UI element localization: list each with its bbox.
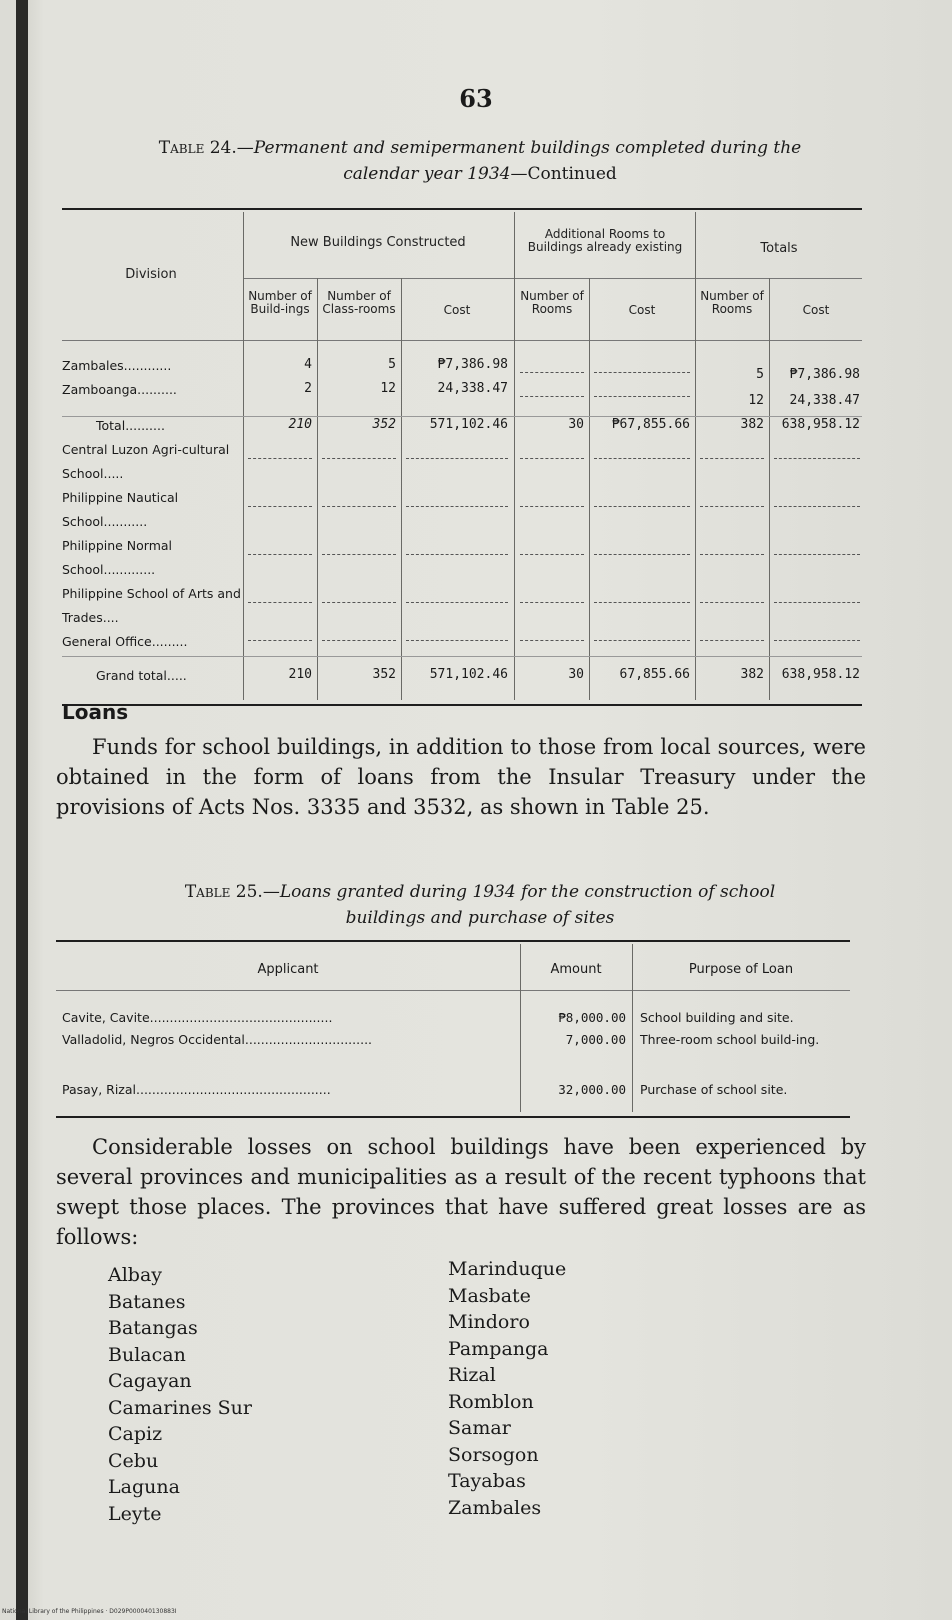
table25-caption-line2	[70, 906, 890, 930]
dash-leader	[248, 602, 312, 603]
header-additional-rooms: Additional Rooms to Buildings already existing	[527, 227, 683, 254]
dash-leader	[594, 506, 690, 507]
row-division: Philippine School of Arts and Trades....	[62, 586, 241, 625]
cell-total-cost: ₱7,386.98	[789, 367, 860, 382]
dash-leader	[248, 640, 312, 641]
dash-leader	[406, 458, 508, 459]
list-item: Masbate	[448, 1284, 531, 1307]
dash-leader	[594, 640, 690, 641]
dash-leader	[520, 506, 584, 507]
cell-cost: 571,102.46	[429, 417, 508, 432]
table24-caption	[70, 136, 890, 160]
header-total-rooms: Number of Rooms	[700, 289, 764, 316]
row-division: Philippine Normal School.............	[62, 538, 173, 577]
table25-title: —Loans granted during 1934 for the construction of school	[262, 882, 776, 902]
cell-applicant: Cavite, Cavite..............................................	[62, 1010, 333, 1025]
dash-leader	[700, 506, 764, 507]
cell-total-cost: 24,338.47	[789, 393, 860, 408]
dash-leader	[774, 640, 860, 641]
table24-caption-line2	[70, 162, 890, 186]
provinces-list-right	[448, 1256, 566, 1521]
row-division: Zamboanga..........	[62, 382, 177, 397]
cell-purpose: Purchase of school site.	[640, 1082, 788, 1097]
list-item: Cebu	[108, 1449, 159, 1472]
dash-leader	[594, 458, 690, 459]
table25-label: Table 25.	[184, 882, 263, 902]
header-amount: Amount	[550, 962, 602, 977]
list-item: Cagayan	[108, 1370, 192, 1392]
row-division: Total..........	[96, 418, 165, 433]
cell-rooms-cost: ₱67,855.66	[611, 417, 690, 432]
dash-leader	[774, 458, 860, 459]
header-rooms-cost: Cost	[628, 303, 656, 317]
dash-leader	[520, 458, 584, 459]
cell-rooms-cost: 67,855.66	[619, 667, 690, 682]
cell-purpose: Three-room school build-ing.	[640, 1032, 820, 1047]
dash-leader	[406, 554, 508, 555]
table25-caption	[70, 880, 890, 904]
dash-leader	[700, 602, 764, 603]
dash-leader	[520, 602, 584, 603]
dash-leader	[594, 602, 690, 603]
dash-leader	[520, 640, 584, 641]
list-item: Camarines Sur	[108, 1396, 252, 1419]
header-purpose: Purpose of Loan	[688, 962, 794, 977]
cell-applicant: Pasay, Rizal.................................................	[62, 1082, 331, 1097]
table24-title2: calendar year 1934	[343, 164, 511, 184]
cell-buildings: 2	[304, 381, 312, 396]
book-spine	[16, 0, 28, 1620]
cell-applicant: Valladolid, Negros Occidental................................	[62, 1032, 373, 1047]
list-item: Samar	[448, 1417, 511, 1439]
dash-leader	[774, 506, 860, 507]
list-item: Batangas	[108, 1317, 198, 1339]
dash-leader	[248, 506, 312, 507]
cell-buildings: 4	[304, 357, 312, 372]
cell-classrooms: 352	[372, 667, 396, 682]
table24-title: —Permanent and semipermanent buildings completed during the	[236, 138, 802, 158]
cell-total-rooms: 5	[756, 367, 764, 382]
losses-paragraph: Considerable losses on school buildings have been experienced by several provinces and municipalities as a result of the recent typhoons that swept those places. The provinces that have suffered great losses are as follows:	[56, 1135, 866, 1249]
row-division: Philippine Nautical School...........	[62, 490, 179, 529]
list-item: Albay	[108, 1264, 163, 1286]
cell-total-rooms: 382	[740, 667, 764, 682]
list-item: Batanes	[108, 1290, 186, 1313]
dash-leader	[406, 602, 508, 603]
dash-leader	[774, 554, 860, 555]
footer-credit: National Library of the Philippines · D029P000040130883I	[2, 1608, 177, 1615]
header-num-buildings: Number of Build-ings	[248, 289, 312, 316]
cell-rooms: 30	[568, 417, 584, 432]
provinces-list-left	[108, 1262, 252, 1527]
header-totals: Totals	[760, 241, 798, 256]
section-heading-loans: Loans	[62, 700, 129, 724]
dash-leader	[248, 458, 312, 459]
cell-total-cost: 638,958.12	[781, 667, 860, 682]
loans-paragraph: Funds for school buildings, in addition to those from local sources, were obtained in the form of loans from the Insular Treasury under the provisions of Acts Nos. 3335 and 3532, as shown in Table 25.	[56, 735, 866, 819]
dash-leader	[322, 640, 396, 641]
cell-buildings: 210	[288, 667, 312, 682]
cell-cost: 571,102.46	[429, 667, 508, 682]
list-item: Zambales	[448, 1496, 542, 1519]
cell-rooms: 30	[568, 667, 584, 682]
cell-amount: 32,000.00	[558, 1082, 626, 1097]
dash-leader	[700, 458, 764, 459]
cell-total-cost: 638,958.12	[781, 417, 860, 432]
cell-cost: ₱7,386.98	[437, 357, 508, 372]
dash-leader	[520, 554, 584, 555]
list-item: Romblon	[448, 1390, 534, 1413]
cell-buildings: 210	[288, 417, 312, 432]
header-num-classrooms: Number of Class-rooms	[322, 289, 396, 316]
dash-leader	[774, 602, 860, 603]
cell-classrooms: 5	[388, 357, 396, 372]
list-item: Laguna	[108, 1476, 180, 1498]
header-num-rooms: Number of Rooms	[520, 289, 584, 316]
cell-total-rooms: 382	[740, 417, 764, 432]
dash-leader	[700, 640, 764, 641]
list-item: Sorsogon	[448, 1443, 539, 1466]
dash-leader	[322, 506, 396, 507]
page-number: 63	[459, 84, 493, 113]
cell-amount: ₱8,000.00	[558, 1010, 626, 1025]
cell-cost: 24,338.47	[437, 381, 508, 396]
header-new-buildings: New Buildings Constructed	[290, 235, 466, 250]
dash-leader	[700, 554, 764, 555]
dash-leader	[594, 554, 690, 555]
list-item: Capiz	[108, 1423, 163, 1445]
table25-title2: buildings and purchase of sites	[345, 908, 615, 928]
cell-classrooms: 12	[380, 381, 396, 396]
table24-label: Table 24.	[158, 138, 237, 158]
dash-leader	[248, 554, 312, 555]
cell-classrooms: 352	[372, 417, 396, 432]
table24-continued: —Continued	[510, 164, 617, 184]
list-item: Leyte	[108, 1502, 162, 1525]
cell-purpose: School building and site.	[640, 1010, 794, 1025]
header-applicant: Applicant	[257, 962, 319, 977]
header-division: Division	[125, 267, 177, 282]
list-item: Rizal	[448, 1364, 496, 1386]
dash-leader	[322, 458, 396, 459]
row-division: Central Luzon Agri-cultural School.....	[62, 442, 230, 481]
cell-amount: 7,000.00	[565, 1032, 626, 1047]
list-item: Marinduque	[448, 1258, 567, 1280]
dash-leader	[406, 640, 508, 641]
row-division: Grand total.....	[96, 668, 187, 683]
cell-total-rooms: 12	[748, 393, 764, 408]
dash-leader	[406, 506, 508, 507]
list-item: Mindoro	[448, 1311, 530, 1333]
list-item: Tayabas	[448, 1470, 526, 1492]
header-total-cost: Cost	[802, 303, 830, 317]
dash-leader	[322, 554, 396, 555]
list-item: Pampanga	[448, 1337, 549, 1360]
header-cost: Cost	[443, 303, 471, 317]
row-division: General Office.........	[62, 634, 188, 649]
row-division: Zambales............	[62, 358, 172, 373]
dash-leader	[322, 602, 396, 603]
list-item: Bulacan	[108, 1343, 186, 1366]
